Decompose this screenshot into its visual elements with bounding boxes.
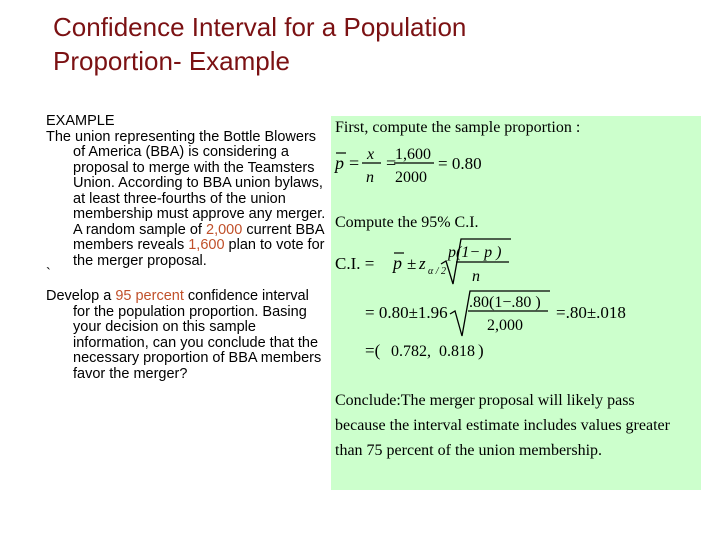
problem-text-3: plan to vote for the merger proposal. [73,237,325,269]
question-paragraph [46,289,326,382]
eq1-result: = 0.80 [438,154,482,173]
slide-title-line-1: Confidence Interval for a Population [53,12,467,42]
ci-z-subscript: α / 2 [428,266,447,277]
problem-text-2: current BBA members reveals [73,221,324,253]
ci-calc-rhs: =.80±.018 [556,303,626,322]
conclusion-line-2: because the interval estimate includes values greater [335,417,670,434]
ci-plus-minus: ± [407,254,417,273]
eq1-equals: = [349,153,360,173]
ci-result-open: =( [365,341,381,360]
stray-mark: ` [46,266,51,282]
ci-calc-numerator: .80(1−.80 ) [469,294,541,311]
ci-lower-bound: 0.782, [391,343,431,360]
ci-z: z [419,254,426,273]
eq1-denominator-value: 2000 [395,169,427,186]
step1-text: First, compute the sample proportion : [335,119,581,136]
problem-paragraph [46,130,326,270]
ci-formula-numerator: p(1− p ) [448,244,502,261]
sample-size-value: 2,000 [206,221,243,238]
question-text-1: Develop a [46,288,116,304]
slide-title [53,10,693,78]
conclude-text-1: :The merger proposal will likely pass [396,392,635,409]
eq1-denominator-n: n [366,169,374,186]
solution-panel [331,116,701,490]
eq1-numerator-value: 1,600 [395,146,431,163]
phat-symbol: p [335,153,344,173]
example-heading: EXAMPLE [46,113,115,129]
ci-result-close: ) [478,341,484,360]
slide-title-line-2: Proportion- Example [53,46,290,76]
ci-calc-lhs: = 0.80±1.96 [365,303,448,322]
favor-count-value: 1,600 [188,237,225,253]
ci-upper-bound: 0.818 [439,343,475,360]
ci-phat: p [393,253,402,273]
problem-text-1: The union representing the Bottle Blowers of America (BBA) is considering a proposal to merge with the Teamsters Union. According to BBA union bylaws, at least three-fourths of the union membership must approve any merger. A random sample of [46,128,326,238]
step2-text: Compute the 95% C.I. [335,214,479,231]
conclude-label: Conclude [335,392,397,409]
eq1-equals-2: = [386,153,397,173]
problem-statement [46,114,326,382]
ci-formula-denominator: n [472,268,480,285]
ci-label: C.I. = [335,254,375,273]
ci-calc-denominator: 2,000 [487,317,523,334]
confidence-level-value: 95 percent [115,288,184,304]
question-text-2: confidence interval for the population proportion. Basing your decision on this sample information, can you conclude that the necessary proportion of BBA members favor the merger? [73,288,322,382]
eq1-numerator-x: x [367,146,375,163]
formula-area [331,116,701,490]
conclusion-line-3: than 75 percent of the union membership. [335,442,603,459]
